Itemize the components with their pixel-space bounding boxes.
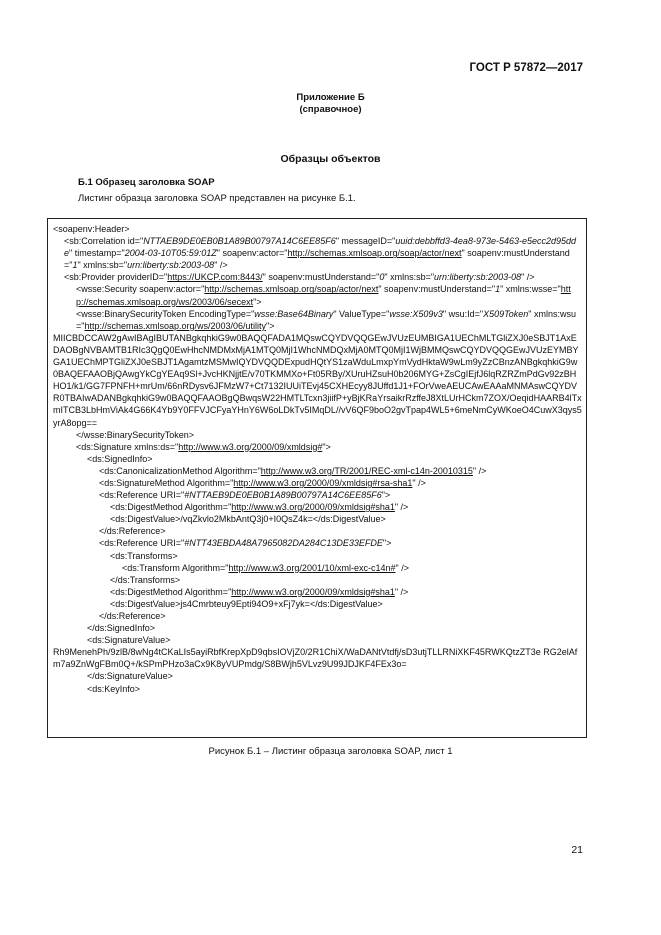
code-listing — [47, 218, 587, 738]
figure-caption: Рисунок Б.1 – Листинг образца заголовка SOAP, лист 1 — [208, 746, 453, 757]
listing-line: <ds:DigestMethod Algorithm="http://www.w3.org/2000/09/xmldsig#sha1" /> — [110, 586, 409, 597]
listing-line: <wsse:Security soapenv:actor="http://schemas.xmlsoap.org/soap/actor/next" soapenv:mustUnderstand="1" xmlns:wsse="http://schemas.xmlsoap.org/ws/2003/06/secext"> — [76, 284, 571, 307]
listing-line: <ds:SignedInfo> — [87, 453, 153, 464]
listing-line: <ds:CanonicalizationMethod Algorithm="http://www.w3.org/TR/2001/REC-xml-c14n-20010315" /> — [99, 465, 487, 476]
standard-number: ГОСТ Р 57872—2017 — [469, 62, 583, 74]
listing-line: </wsse:BinarySecurityToken> — [76, 429, 195, 440]
listing-line: </ds:Transforms> — [110, 574, 181, 585]
url-link: http://schemas.xmlsoap.org/ws/2003/06/secext — [76, 284, 571, 307]
listing-line: <ds:Signature xmlns:ds="http://www.w3.org/2000/09/xmldsig#"> — [76, 441, 331, 452]
listing-line: </ds:Reference> — [99, 526, 166, 537]
url-link: https://UKCP.com:8443/ — [167, 272, 263, 283]
url-link: http://www.w3.org/2000/09/xmldsig# — [178, 441, 323, 452]
listing-line: <ds:DigestMethod Algorithm="http://www.w3.org/2000/09/xmldsig#sha1" /> — [110, 502, 409, 513]
certificate-value: MIICBDCCAW2gAwIBAgIBUTANBgkqhkiG9w0BAQQFADA1MQswCQYDVQQGEwJVUzEUMBIGA1UEChMLTGliZXJ0eSBJT1AxEDAOBgNVBAMTB1RIc3QgQ0EwHhcNMDMxMjA1MTQ0MjI1WhcNMDQxMjA0MTQ0MjI1WjBMMQswCQYDVQQGEwJVUzEYMBYGA1UEChMPTGliZXJ0eSBJT1AgamtzMSMwIQYDVQQDExpudHQtYS1zaWduLmxpYmVydHktaW9wLm9yZzCBnzANBgkqhkiG9w0BAQEFAAOBjQAwgYkCgYEAq9Sl+JvcHKNjjtE/v70TKMMXo+Ft05RBy/XUruHZsuH0b206MYG+ZsCgIEjfJ6lqRZRZmPdGv92zBHHO1/k1/GG7FPNFH+mrUm/66nRDysv6JFMzW7+Ct7132IUUiTEvj45CXHEcyy8JUffd1J1+FOrVweAEUCAwEAAaMNMAswCQYDVR0TBAIwADANBgkqhkiG9w0BAQQFAAOBgQBwqsW22HMTLTcxn3jiifP+yBjKRaYrsaikrRzffeJ8XtLUrHCkm7ZOX/OeqidHAARB4lTxmITCB3LbHmViAk4G66K4Yb9Y0FFVJCFyaYHnY6W6oLDkTv5IMqDL//vV6QF9boO2gvTpap4WL5+6meNmCyWKoeO4CuwX3qys5yrA8opg== — [53, 332, 582, 428]
url-link: http://schemas.xmlsoap.org/soap/actor/next — [287, 248, 462, 259]
url-link: http://www.w3.org/TR/2001/REC-xml-c14n-20010315 — [260, 465, 473, 476]
signature-value: Rh9MenehPh/9zlB/8wNg4tCKaLIs5ayiRbfKrepXpD9qbsIOVjZ0/2R1ChiX/WaDANtVtdfj/sD3utjTLLRNiXKF45RWKQtzZT3e RG2elAfm7a9ZnWgFBm0Q+/kSPmPHzo3aCx9K8yVUPmdg/S8BWjh5VLvz9U99JDJKF4FEx3o= — [53, 647, 578, 670]
appendix-title: Приложение Б — [296, 92, 365, 103]
listing-line: </ds:SignatureValue> — [87, 671, 173, 682]
listing-line: <sb:Correlation id="NTTAEB9DE0EB0B1A89B00797A14C6EE85F6" messageID="uuid:debbffd3-4ea8-973e-5463-e5ecc2d95dde" timestamp="2004-03-10T05:59:01Z" soapenv:actor="http://schemas.xmlsoap.org/soap/actor/next" soapenv:mustUnderstand="1" xmlns:sb="urn:liberty:sb:2003-08" /> — [64, 236, 577, 271]
listing-line: </ds:SignedInfo> — [87, 623, 156, 634]
listing-line: <ds:DigestValue>/vqZkvlo2MkbAntQ3j0+I0QsZ4k=</ds:DigestValue> — [110, 514, 386, 525]
listing-line: <wsse:BinarySecurityToken EncodingType="wsse:Base64Binary" ValueType="wsse:X509v3" wsu:Id="X509Token" xmlns:wsu="http://schemas.xmlsoap.org/ws/2003/06/utility"> — [76, 308, 576, 331]
listing-line: <ds:Transform Algorithm="http://www.w3.org/2001/10/xml-exc-c14n#" /> — [122, 562, 409, 573]
url-link: http://www.w3.org/2000/09/xmldsig#rsa-sha1 — [233, 477, 413, 488]
listing-line: <ds:SignatureMethod Algorithm="http://www.w3.org/2000/09/xmldsig#rsa-sha1" /> — [99, 477, 426, 488]
url-link: http://schemas.xmlsoap.org/ws/2003/06/utility — [84, 320, 267, 331]
url-link: http://www.w3.org/2000/09/xmldsig#sha1 — [231, 586, 395, 597]
page-number: 21 — [571, 844, 583, 856]
url-link: http://www.w3.org/2000/09/xmldsig#sha1 — [231, 502, 395, 513]
subsection-title: Б.1 Образец заголовка SOAP — [78, 177, 215, 188]
appendix-note: (справочное) — [299, 104, 362, 115]
listing-line: <ds:DigestValue>js4Cmrbteuy9Epti94O9+xFj7yk=</ds:DigestValue> — [110, 598, 383, 609]
listing-line: <ds:Reference URI="#NTTAEB9DE0EB0B1A89B00797A14C6EE85F6"> — [99, 490, 391, 501]
listing-line: <ds:Reference URI="#NTT43EBDA48A7965082DA284C13DE33EFDE"> — [99, 538, 392, 549]
intro-paragraph: Листинг образца заголовка SOAP представлен на рисунке Б.1. — [78, 193, 356, 204]
url-link: http://www.w3.org/2001/10/xml-exc-c14n# — [228, 562, 396, 573]
listing-line: <ds:SignatureValue> — [87, 635, 171, 646]
appendix-heading — [0, 92, 661, 116]
listing-line: <sb:Provider providerID="https://UKCP.com:8443/" soapenv:mustUnderstand="0" xmlns:sb="urn:liberty:sb:2003-08" /> — [64, 272, 535, 283]
section-title: Образцы объектов — [280, 153, 381, 165]
listing-line: <ds:KeyInfo> — [87, 683, 141, 694]
listing-line: </ds:Reference> — [99, 611, 166, 621]
listing-line: <ds:Transforms> — [110, 550, 178, 561]
listing-line: <soapenv:Header> — [53, 224, 130, 234]
url-link: http://schemas.xmlsoap.org/soap/actor/next — [204, 284, 379, 295]
